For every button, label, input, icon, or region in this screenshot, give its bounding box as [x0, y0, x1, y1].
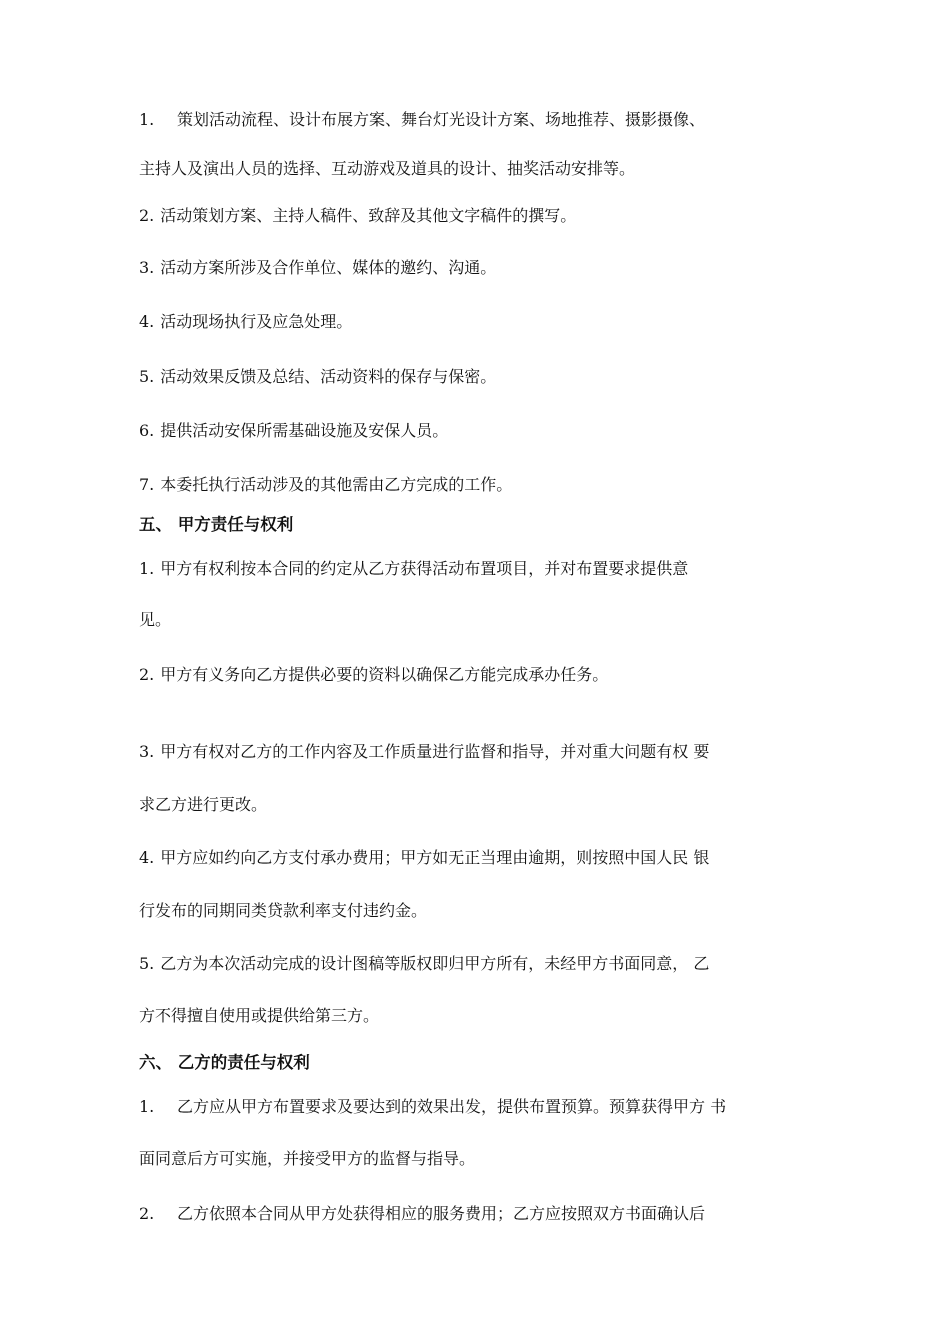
item-number: 3. — [139, 742, 155, 761]
item-number: 7. — [139, 475, 155, 494]
section-5-item-3-line-2: 求乙方进行更改。 — [139, 795, 268, 814]
item-number: 2. — [139, 665, 155, 684]
item-number: 2. — [139, 1204, 155, 1223]
item-text: 活动方案所涉及合作单位、媒体的邀约、沟通。 — [160, 258, 497, 277]
item-text: 活动效果反馈及总结、活动资料的保存与保密。 — [160, 367, 497, 386]
item-text: 乙方为本次活动完成的设计图稿等版权即归甲方所有，未经甲方书面同意， 乙 — [160, 954, 710, 973]
item-number: 4. — [139, 848, 155, 867]
item-number: 1. — [139, 559, 155, 578]
item-text: 提供活动安保所需基础设施及安保人员。 — [160, 421, 449, 440]
item-7 — [139, 474, 512, 496]
item-number: 6. — [139, 421, 155, 440]
section-5-item-4-line-1 — [139, 847, 709, 869]
item-1-line-1 — [139, 109, 705, 131]
item-text: 活动现场执行及应急处理。 — [160, 312, 353, 331]
section-5-item-1-line-2: 见。 — [139, 610, 172, 629]
section-5-item-2 — [139, 664, 608, 686]
item-text: 甲方有权对乙方的工作内容及工作质量进行监督和指导，并对重大问题有权 要 — [160, 742, 710, 761]
section-6-title: 六、 乙方的责任与权利 — [139, 1053, 310, 1072]
item-text: 本委托执行活动涉及的其他需由乙方完成的工作。 — [160, 475, 513, 494]
section-5-item-3-line-1 — [139, 741, 709, 763]
item-number: 4. — [139, 312, 155, 331]
section-6-item-1-line-2: 面同意后方可实施，并接受甲方的监督与指导。 — [139, 1149, 476, 1168]
item-2 — [139, 205, 576, 227]
item-text: 活动策划方案、主持人稿件、致辞及其他文字稿件的撰写。 — [160, 206, 577, 225]
item-number: 5. — [139, 367, 155, 386]
item-text: 甲方有义务向乙方提供必要的资料以确保乙方能完成承办任务。 — [160, 665, 609, 684]
section-5-item-5-line-2: 方不得擅自使用或提供给第三方。 — [139, 1006, 380, 1025]
item-number: 1. — [139, 110, 155, 129]
item-text: 乙方应从甲方布置要求及要达到的效果出发，提供布置预算。预算获得甲方 书 — [177, 1097, 727, 1116]
item-number: 3. — [139, 258, 155, 277]
item-number: 2. — [139, 206, 155, 225]
item-5 — [139, 366, 496, 388]
section-6-item-2-line-1 — [139, 1203, 705, 1225]
item-number: 5. — [139, 954, 155, 973]
item-text: 策划活动流程、设计布展方案、舞台灯光设计方案、场地推荐、摄影摄像、 — [177, 110, 706, 129]
section-5-item-5-line-1 — [139, 953, 709, 975]
item-text: 甲方有权利按本合同的约定从乙方获得活动布置项目，并对布置要求提供意 — [160, 559, 689, 578]
section-5-item-4-line-2: 行发布的同期同类贷款利率支付违约金。 — [139, 901, 428, 920]
section-5-item-1-line-1 — [139, 558, 688, 580]
item-number: 1. — [139, 1097, 155, 1116]
item-4 — [139, 311, 352, 333]
item-3 — [139, 257, 496, 279]
item-text: 乙方依照本合同从甲方处获得相应的服务费用；乙方应按照双方书面确认后 — [177, 1204, 706, 1223]
item-6 — [139, 420, 448, 442]
item-1-line-2: 主持人及演出人员的选择、互动游戏及道具的设计、抽奖活动安排等。 — [139, 159, 636, 178]
section-6-item-1-line-1 — [139, 1096, 726, 1118]
item-text: 甲方应如约向乙方支付承办费用；甲方如无正当理由逾期，则按照中国人民 银 — [160, 848, 710, 867]
section-5-title: 五、 甲方责任与权利 — [139, 515, 294, 534]
